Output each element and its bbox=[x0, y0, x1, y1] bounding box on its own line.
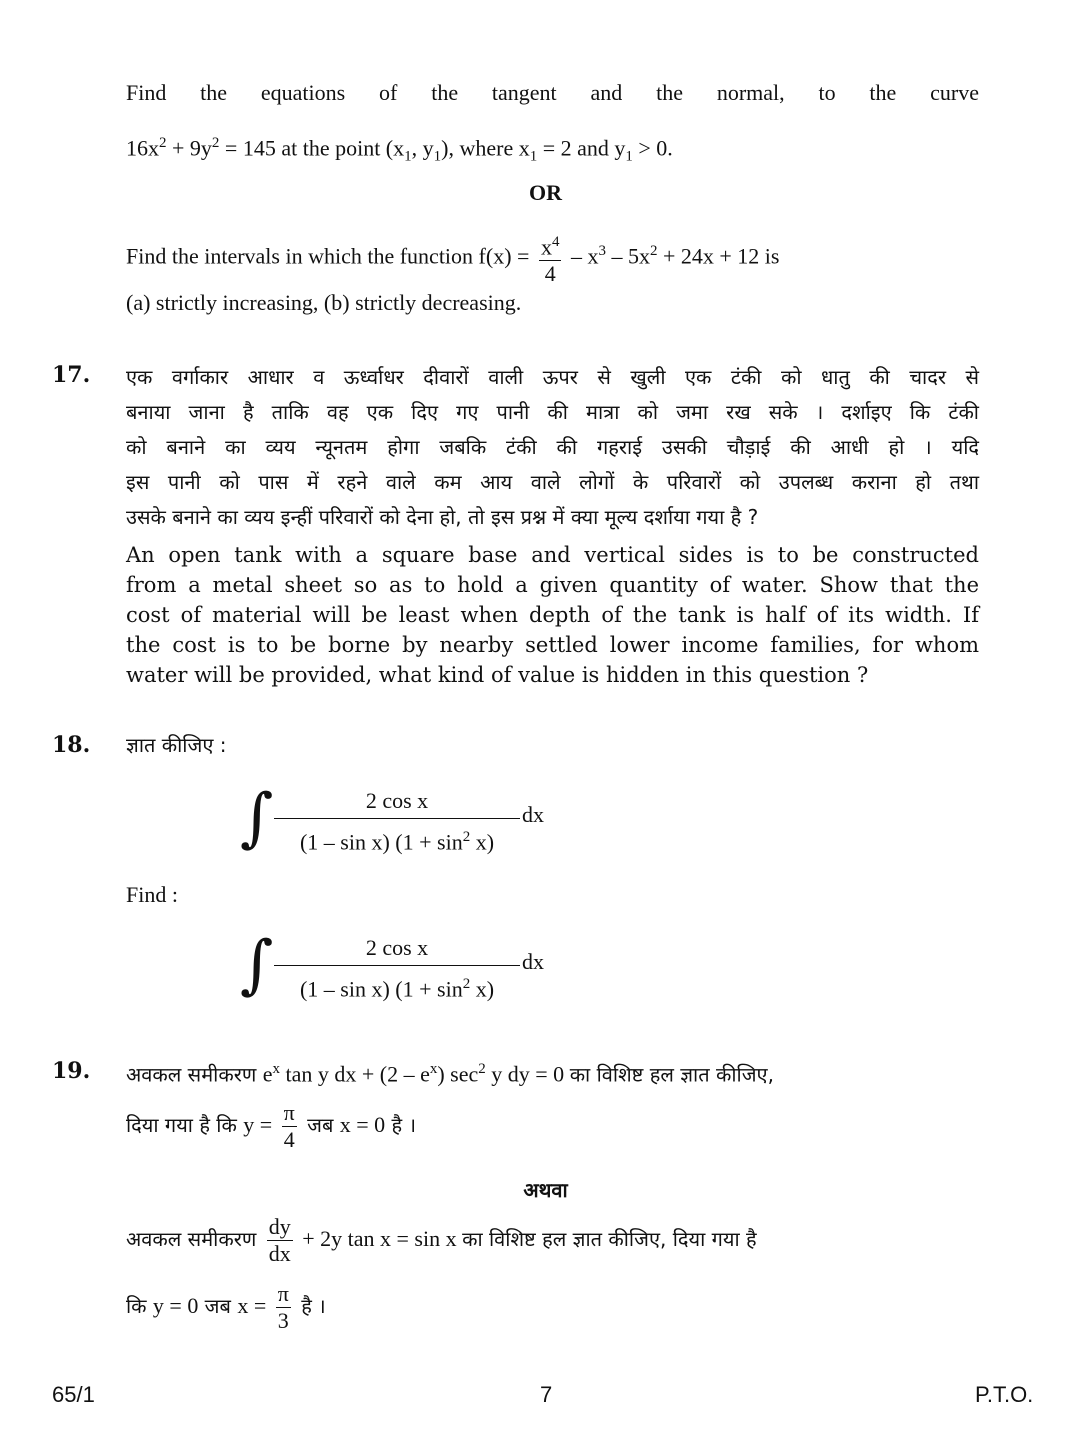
integral-sign-icon: ∫ bbox=[240, 928, 274, 1002]
text: दिया गया है कि bbox=[126, 1113, 244, 1137]
text: tan y dx + (2 – e bbox=[279, 1061, 430, 1087]
text: कि bbox=[126, 1294, 153, 1318]
athva-separator: अथवा bbox=[523, 1178, 568, 1202]
fraction-x4-over-4 bbox=[539, 229, 562, 287]
q17-english-line2: from a metal sheet so as to hold a given quantity of water. Show that the bbox=[126, 573, 979, 597]
exponent: x bbox=[429, 1061, 438, 1077]
denominator: dx bbox=[268, 1240, 291, 1266]
text: (1 – sin x) (1 + sin bbox=[299, 976, 463, 1002]
q19-line4 bbox=[126, 1277, 979, 1335]
text: है । bbox=[385, 1113, 417, 1137]
subscript: 1 bbox=[433, 148, 442, 165]
text: , y bbox=[411, 135, 434, 161]
numerator: π bbox=[283, 1099, 295, 1125]
text: है । bbox=[294, 1294, 326, 1318]
pto-label: P.T.O. bbox=[975, 1382, 1034, 1407]
text: + 9y bbox=[166, 135, 212, 161]
q17-hindi-line2: बनाया जाना है ताकि वह एक दिए गए पानी की मात्रा को जमा रख सके । दर्शाइए कि टंकी bbox=[126, 400, 979, 424]
q17-hindi-line3: को बनाने का व्यय न्यूनतम होगा जबकि टंकी की गहराई उसकी चौड़ाई की आधी हो । यदि bbox=[126, 435, 979, 459]
subscript: 1 bbox=[404, 148, 412, 165]
numerator: dy bbox=[268, 1213, 291, 1239]
text: x) bbox=[470, 829, 495, 855]
text: ), where x bbox=[441, 135, 530, 161]
subscript: 1 bbox=[625, 148, 633, 165]
numerator: x bbox=[540, 234, 552, 260]
q18-hindi-find: ज्ञात कीजिए : bbox=[126, 733, 227, 757]
text: ) sec bbox=[437, 1061, 479, 1087]
text: + 2y tan x = sin x bbox=[296, 1226, 463, 1251]
text: > 0. bbox=[632, 135, 673, 161]
text: – x bbox=[565, 243, 599, 269]
text: y = 0 bbox=[152, 1293, 199, 1318]
exponent: 2 bbox=[462, 829, 471, 845]
exponent: 2 bbox=[211, 135, 220, 151]
text: का विशिष्ट हल ज्ञात कीजिए, दिया गया है bbox=[462, 1227, 757, 1251]
question-number-18: 18. bbox=[52, 732, 91, 758]
text: x) bbox=[470, 976, 495, 1002]
q17-hindi-line5: उसके बनाने का व्यय इन्हीं परिवारों को देना हो, तो इस प्रश्न में क्या मूल्य दर्शाया गया है ? bbox=[126, 505, 759, 529]
text: 16x bbox=[126, 135, 159, 161]
denominator: 3 bbox=[277, 1307, 289, 1333]
text: – 5x bbox=[605, 243, 650, 269]
text: अवकल समीकरण bbox=[126, 1062, 263, 1087]
fraction-pi-over-3 bbox=[276, 1281, 291, 1334]
fraction-dy-dx bbox=[267, 1214, 293, 1267]
integrand-numerator: 2 cos x bbox=[274, 931, 520, 966]
integrand-denominator bbox=[274, 966, 520, 1007]
text: Find the equations of the tangent and the normal, to the curve bbox=[126, 80, 979, 105]
differential: dx bbox=[522, 802, 544, 827]
text: e bbox=[262, 1061, 273, 1087]
q18-english-find: Find : bbox=[126, 882, 178, 907]
page-number: 7 bbox=[540, 1382, 553, 1407]
q19-line3 bbox=[126, 1210, 986, 1268]
text: y = bbox=[243, 1112, 278, 1137]
integral-sign-icon: ∫ bbox=[240, 781, 274, 855]
q19-line2 bbox=[126, 1096, 979, 1154]
integrand-fraction bbox=[274, 931, 520, 1007]
text: अवकल समीकरण bbox=[126, 1227, 263, 1251]
q17-english-line3: cost of material will be least when depth of the tank is half of its width. If bbox=[126, 603, 979, 627]
text: Find the intervals in which the function f(x) = bbox=[126, 243, 535, 269]
denominator: 4 bbox=[283, 1126, 295, 1152]
q17-english-line5: water will be provided, what kind of value is hidden in this question ? bbox=[126, 663, 869, 687]
q19-line1 bbox=[126, 1054, 986, 1090]
exponent: 2 bbox=[462, 976, 471, 992]
q17-hindi-line4: इस पानी को पास में रहने वाले कम आय वाले लोगों के परिवारों को उपलब्ध कराना हो तथा bbox=[126, 470, 979, 494]
q17-english-line1: An open tank with a square base and vertical sides is to be constructed bbox=[126, 543, 979, 567]
integrand-fraction bbox=[274, 784, 520, 860]
q16-tangent-line1 bbox=[126, 78, 979, 108]
text: x = bbox=[237, 1293, 272, 1318]
exponent: 2 bbox=[159, 135, 167, 151]
denominator: 4 bbox=[544, 261, 556, 287]
q16-tangent-line2 bbox=[126, 128, 979, 172]
question-number-19: 19. bbox=[52, 1058, 91, 1084]
text: का विशिष्ट हल ज्ञात कीजिए, bbox=[569, 1062, 774, 1087]
exponent: 2 bbox=[478, 1061, 486, 1077]
text: जब bbox=[198, 1294, 238, 1318]
text: जब bbox=[300, 1113, 340, 1137]
question-number-17: 17. bbox=[52, 362, 91, 388]
text: (1 – sin x) (1 + sin bbox=[299, 829, 463, 855]
q16-intervals-line1 bbox=[126, 222, 979, 287]
integrand-numerator: 2 cos x bbox=[274, 784, 520, 819]
numerator: π bbox=[277, 1280, 289, 1306]
differential: dx bbox=[522, 949, 544, 974]
q16-intervals-line2: (a) strictly increasing, (b) strictly decreasing. bbox=[126, 290, 522, 315]
text: x = 0 bbox=[339, 1112, 386, 1137]
q17-english-line4: the cost is to be borne by nearby settled lower income families, for whom bbox=[126, 633, 979, 657]
exponent: 4 bbox=[551, 234, 560, 251]
paper-code: 65/1 bbox=[52, 1382, 95, 1407]
exponent: x bbox=[272, 1061, 280, 1077]
text: y dy = 0 bbox=[485, 1061, 570, 1087]
text: = 2 and y bbox=[537, 135, 626, 161]
integrand-denominator bbox=[274, 819, 520, 860]
or-separator: OR bbox=[529, 180, 562, 205]
subscript: 1 bbox=[529, 148, 538, 165]
text: + 24x + 12 is bbox=[657, 243, 780, 269]
exponent: 2 bbox=[649, 243, 658, 259]
fraction-pi-over-4 bbox=[282, 1100, 297, 1153]
exponent: 3 bbox=[598, 243, 606, 259]
q17-hindi-line1: एक वर्गाकार आधार व ऊर्ध्वाधर दीवारों वाली ऊपर से खुली एक टंकी को धातु की चादर से bbox=[126, 365, 979, 389]
text: = 145 at the point (x bbox=[219, 135, 405, 161]
